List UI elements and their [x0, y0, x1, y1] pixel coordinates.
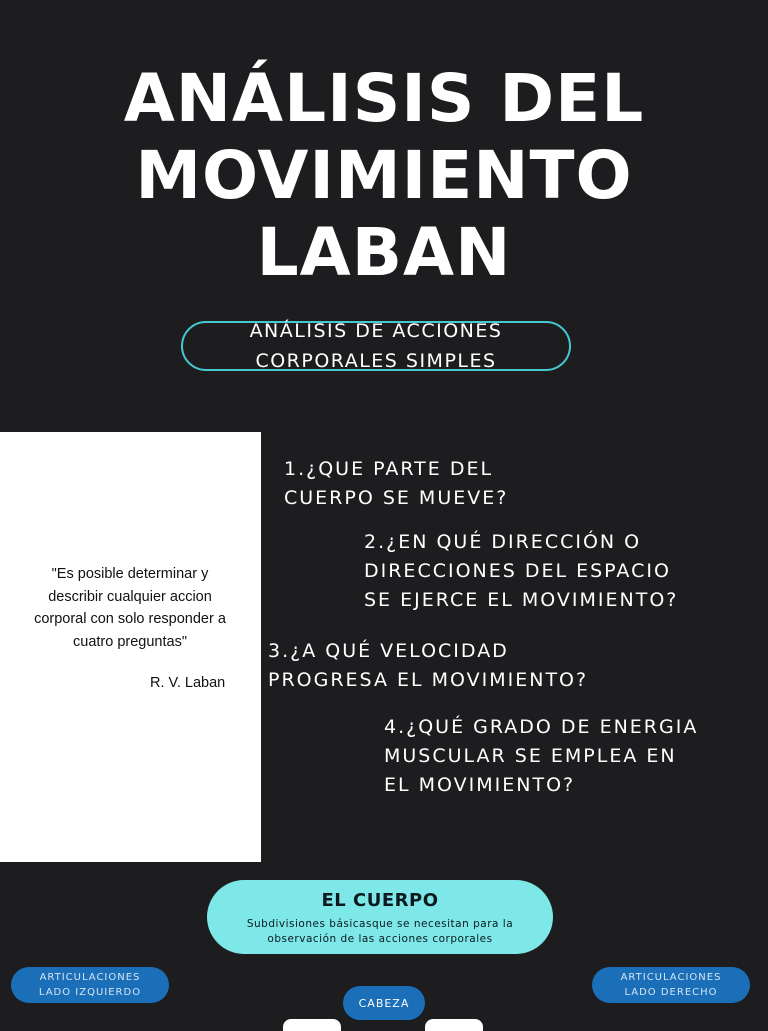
- page-title: [0, 60, 768, 291]
- title-line-1: ANÁLISIS DEL: [123, 60, 645, 137]
- node-left-line-1: ARTICULACIONES: [39, 972, 141, 983]
- node-partial: [425, 1019, 483, 1031]
- question-4-line-1: 4.¿QUÉ GRADO DE ENERGIA: [384, 716, 699, 738]
- cuerpo-description: [231, 917, 529, 947]
- node-articulaciones-derecho: [592, 967, 750, 1003]
- quote-card: [0, 432, 261, 862]
- question-4: [384, 713, 698, 800]
- question-2: [364, 528, 678, 615]
- node-cabeza: [343, 986, 425, 1020]
- cuerpo-description-line-1: Subdivisiones básicasque se necesitan para la: [246, 918, 514, 930]
- quote-text: [12, 563, 248, 653]
- node-partial: [283, 1019, 341, 1031]
- title-line-2: MOVIMIENTO: [135, 137, 633, 214]
- question-3-line-1: 3.¿A QUÉ VELOCIDAD: [268, 640, 509, 662]
- question-2-line-1: 2.¿EN QUÉ DIRECCIÓN O: [364, 531, 642, 553]
- quote-author: R. V. Laban: [150, 675, 226, 691]
- node-articulaciones-izquierdo: [11, 967, 169, 1003]
- subtitle-line-2: CORPORALES SIMPLES: [255, 350, 497, 372]
- question-1-line-2: CUERPO SE MUEVE?: [284, 487, 509, 509]
- cuerpo-title: EL CUERPO: [321, 890, 439, 911]
- node-right-line-1: ARTICULACIONES: [620, 972, 722, 983]
- question-4-line-3: EL MOVIMIENTO?: [384, 774, 576, 796]
- question-3-line-2: PROGRESA EL MOVIMIENTO?: [268, 669, 589, 691]
- subtitle: [181, 316, 571, 376]
- question-4-line-2: MUSCULAR SE EMPLEA EN: [384, 745, 677, 767]
- question-2-line-2: DIRECCIONES DEL ESPACIO: [364, 560, 671, 582]
- quote-line: "Es posible determinar y: [51, 566, 209, 582]
- cuerpo-node: [207, 880, 553, 954]
- node-left-line-2: LADO IZQUIERDO: [38, 987, 142, 998]
- cuerpo-description-line-2: observación de las acciones corporales: [267, 933, 493, 945]
- question-2-line-3: SE EJERCE EL MOVIMIENTO?: [364, 589, 679, 611]
- quote-line: cuatro preguntas": [73, 633, 187, 650]
- title-line-3: LABAN: [256, 214, 512, 291]
- question-1-line-1: 1.¿QUE PARTE DEL: [284, 458, 494, 480]
- node-right-line-2: LADO DERECHO: [624, 987, 718, 998]
- node-cabeza-label: CABEZA: [358, 996, 410, 1010]
- quote-line: corporal con solo responder a: [34, 611, 226, 627]
- question-1: [284, 455, 508, 513]
- question-3: [268, 637, 588, 695]
- quote-line: describir cualquier accion: [48, 588, 212, 605]
- subtitle-line-1: ANÁLISIS DE ACCIONES: [249, 320, 503, 342]
